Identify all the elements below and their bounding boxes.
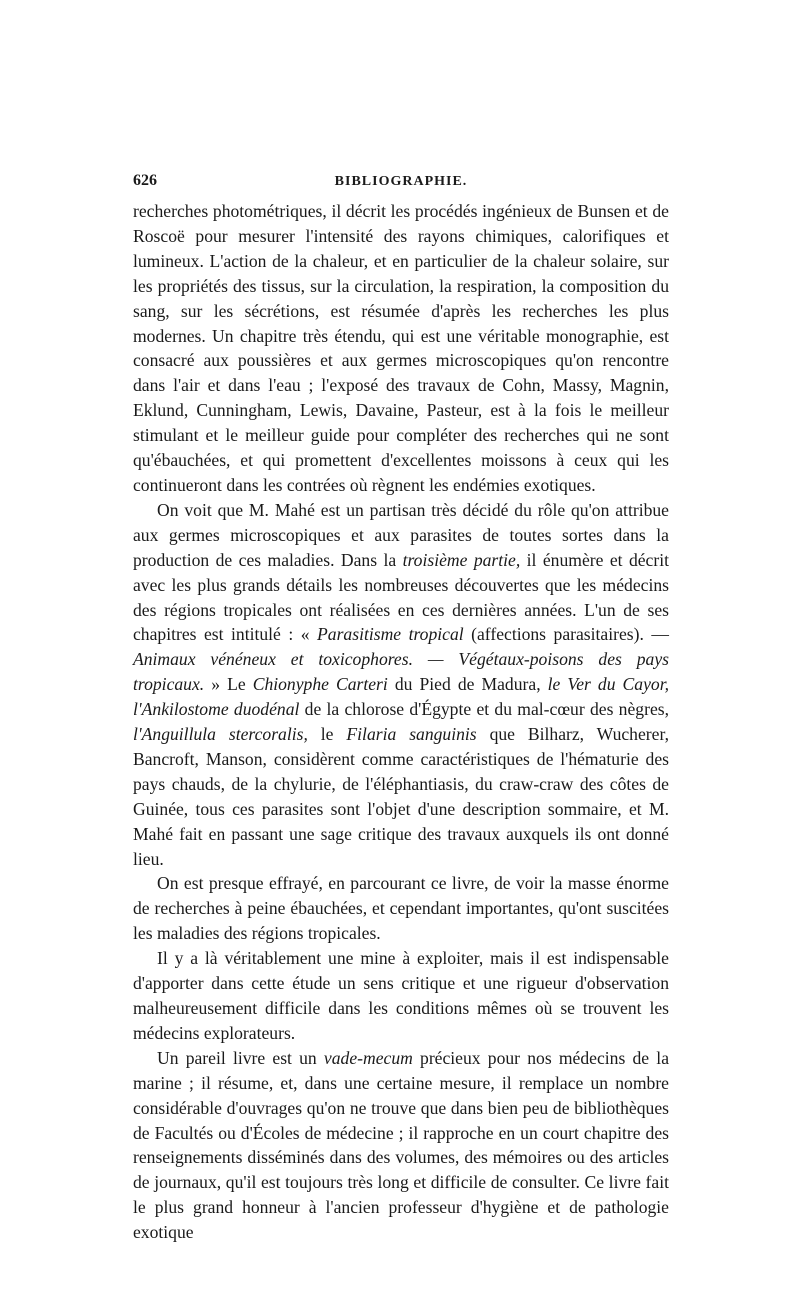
body-text — [133, 199, 669, 1245]
italic-run: Parasitisme tropical — [317, 624, 464, 645]
italic-run: vade-mecum — [323, 1047, 413, 1068]
paragraph — [133, 1046, 669, 1245]
text-run: de la chlorose d'Égypte et du mal-cœur des nègres, — [299, 699, 669, 720]
page-number: 626 — [133, 172, 157, 189]
paragraph — [133, 498, 669, 872]
running-head — [133, 168, 669, 196]
paragraph — [133, 199, 669, 498]
text-run: le — [307, 724, 347, 745]
italic-run: Filaria sanguinis — [346, 724, 477, 745]
italic-run: le Ver du Cayor, l'Ankilostome duodénal — [133, 674, 669, 720]
text-run: précieux pour nos médecins de la marine ; il résume, et, dans une certaine mesure, il remplace un nombre considérable d'ouvrages qu'on ne trouve que dans bien peu de bibliothèques de Facultés ou d'Écoles de médecine ; il rapproche en un court chapitre des renseignements disséminés dans des volumes, des mémoires ou des articles de journaux, qu'il est toujours très long et difficile de consulter. Ce livre fait le plus grand honneur à l'ancien professeur d'hygiène et de pathologie exotique — [133, 1047, 669, 1243]
text-run: » Le — [204, 674, 253, 695]
text-run: du Pied de Madura, — [387, 674, 548, 695]
text-run: il énumère et décrit avec les plus grands détails les nombreuses découvertes que les médecins des régions tropicales ont réalisées en ces dernières années. L'un de ses chapitres est intitulé : « — [133, 549, 669, 645]
running-title: BIBLIOGRAPHIE. — [334, 174, 468, 189]
italic-run: l'Anguillula stercoralis, — [133, 724, 308, 745]
text-run: Un pareil livre est un — [157, 1047, 324, 1068]
text-run: recherches photométriques, il décrit les procédés ingénieux de Bunsen et de Roscoë pour mesurer l'intensité des rayons chimiques, calorifiques et lumineux. L'action de la chaleur, et en particulier de la chaleur solaire, sur les propriétés des tissus, sur la circulation, la respiration, la composition du sang, sur les sécrétions, est résumée d'après les recherches les plus modernes. Un chapitre très étendu, qui est une véritable monographie, est consacré aux poussières et aux germes microscopiques qu'on rencontre dans l'air et dans l'eau ; l'exposé des travaux de Cohn, Massy, Magnin, Eklund, Cunningham, Lewis, Davaine, Pasteur, est à la fois le meilleur stimulant et le meilleur guide pour compléter des recherches qui ne sont qu'ébauchées, et qui promettent d'excellentes moissons à ceux qui les continueront dans les contrées où règnent les endémies exotiques. — [133, 201, 669, 495]
text-run: Il y a là véritablement une mine à exploiter, mais il est indispensable d'apporter dans cette étude un sens critique et une rigueur d'observation malheureusement difficile dans les conditions mêmes où se trouvent les médecins explorateurs. — [133, 948, 669, 1043]
text-run: On est presque effrayé, en parcourant ce livre, de voir la masse énorme de recherches à peine ébauchées, et cependant importantes, qu'ont suscitées les maladies des régions tropicales. — [133, 873, 669, 944]
italic-run: troisième partie, — [402, 549, 521, 570]
paragraph — [133, 871, 669, 946]
text-run: On voit que M. Mahé est un partisan très décidé du rôle qu'on attribue aux germes microscopiques et aux parasites de toutes sortes dans la production de ces maladies. Dans la — [133, 499, 669, 570]
paragraph — [133, 946, 669, 1046]
italic-run: Animaux vénéneux et toxicophores. — Végétaux-poisons des pays tropicaux. — [133, 649, 669, 695]
italic-run: Chionyphe Carteri — [252, 674, 388, 695]
text-run: que Bilharz, Wucherer, Bancroft, Manson, considèrent comme caractéristiques de l'hématurie des pays chauds, de la chylurie, de l'éléphantiasis, du craw-craw des côtes de Guinée, tous ces parasites sont l'objet d'une description sommaire, et M. Mahé fait en passant une sage critique des travaux auxquels ils ont donné lieu. — [133, 724, 670, 869]
text-run: (affections parasitaires). — — [463, 624, 669, 645]
book-page — [133, 168, 669, 1245]
